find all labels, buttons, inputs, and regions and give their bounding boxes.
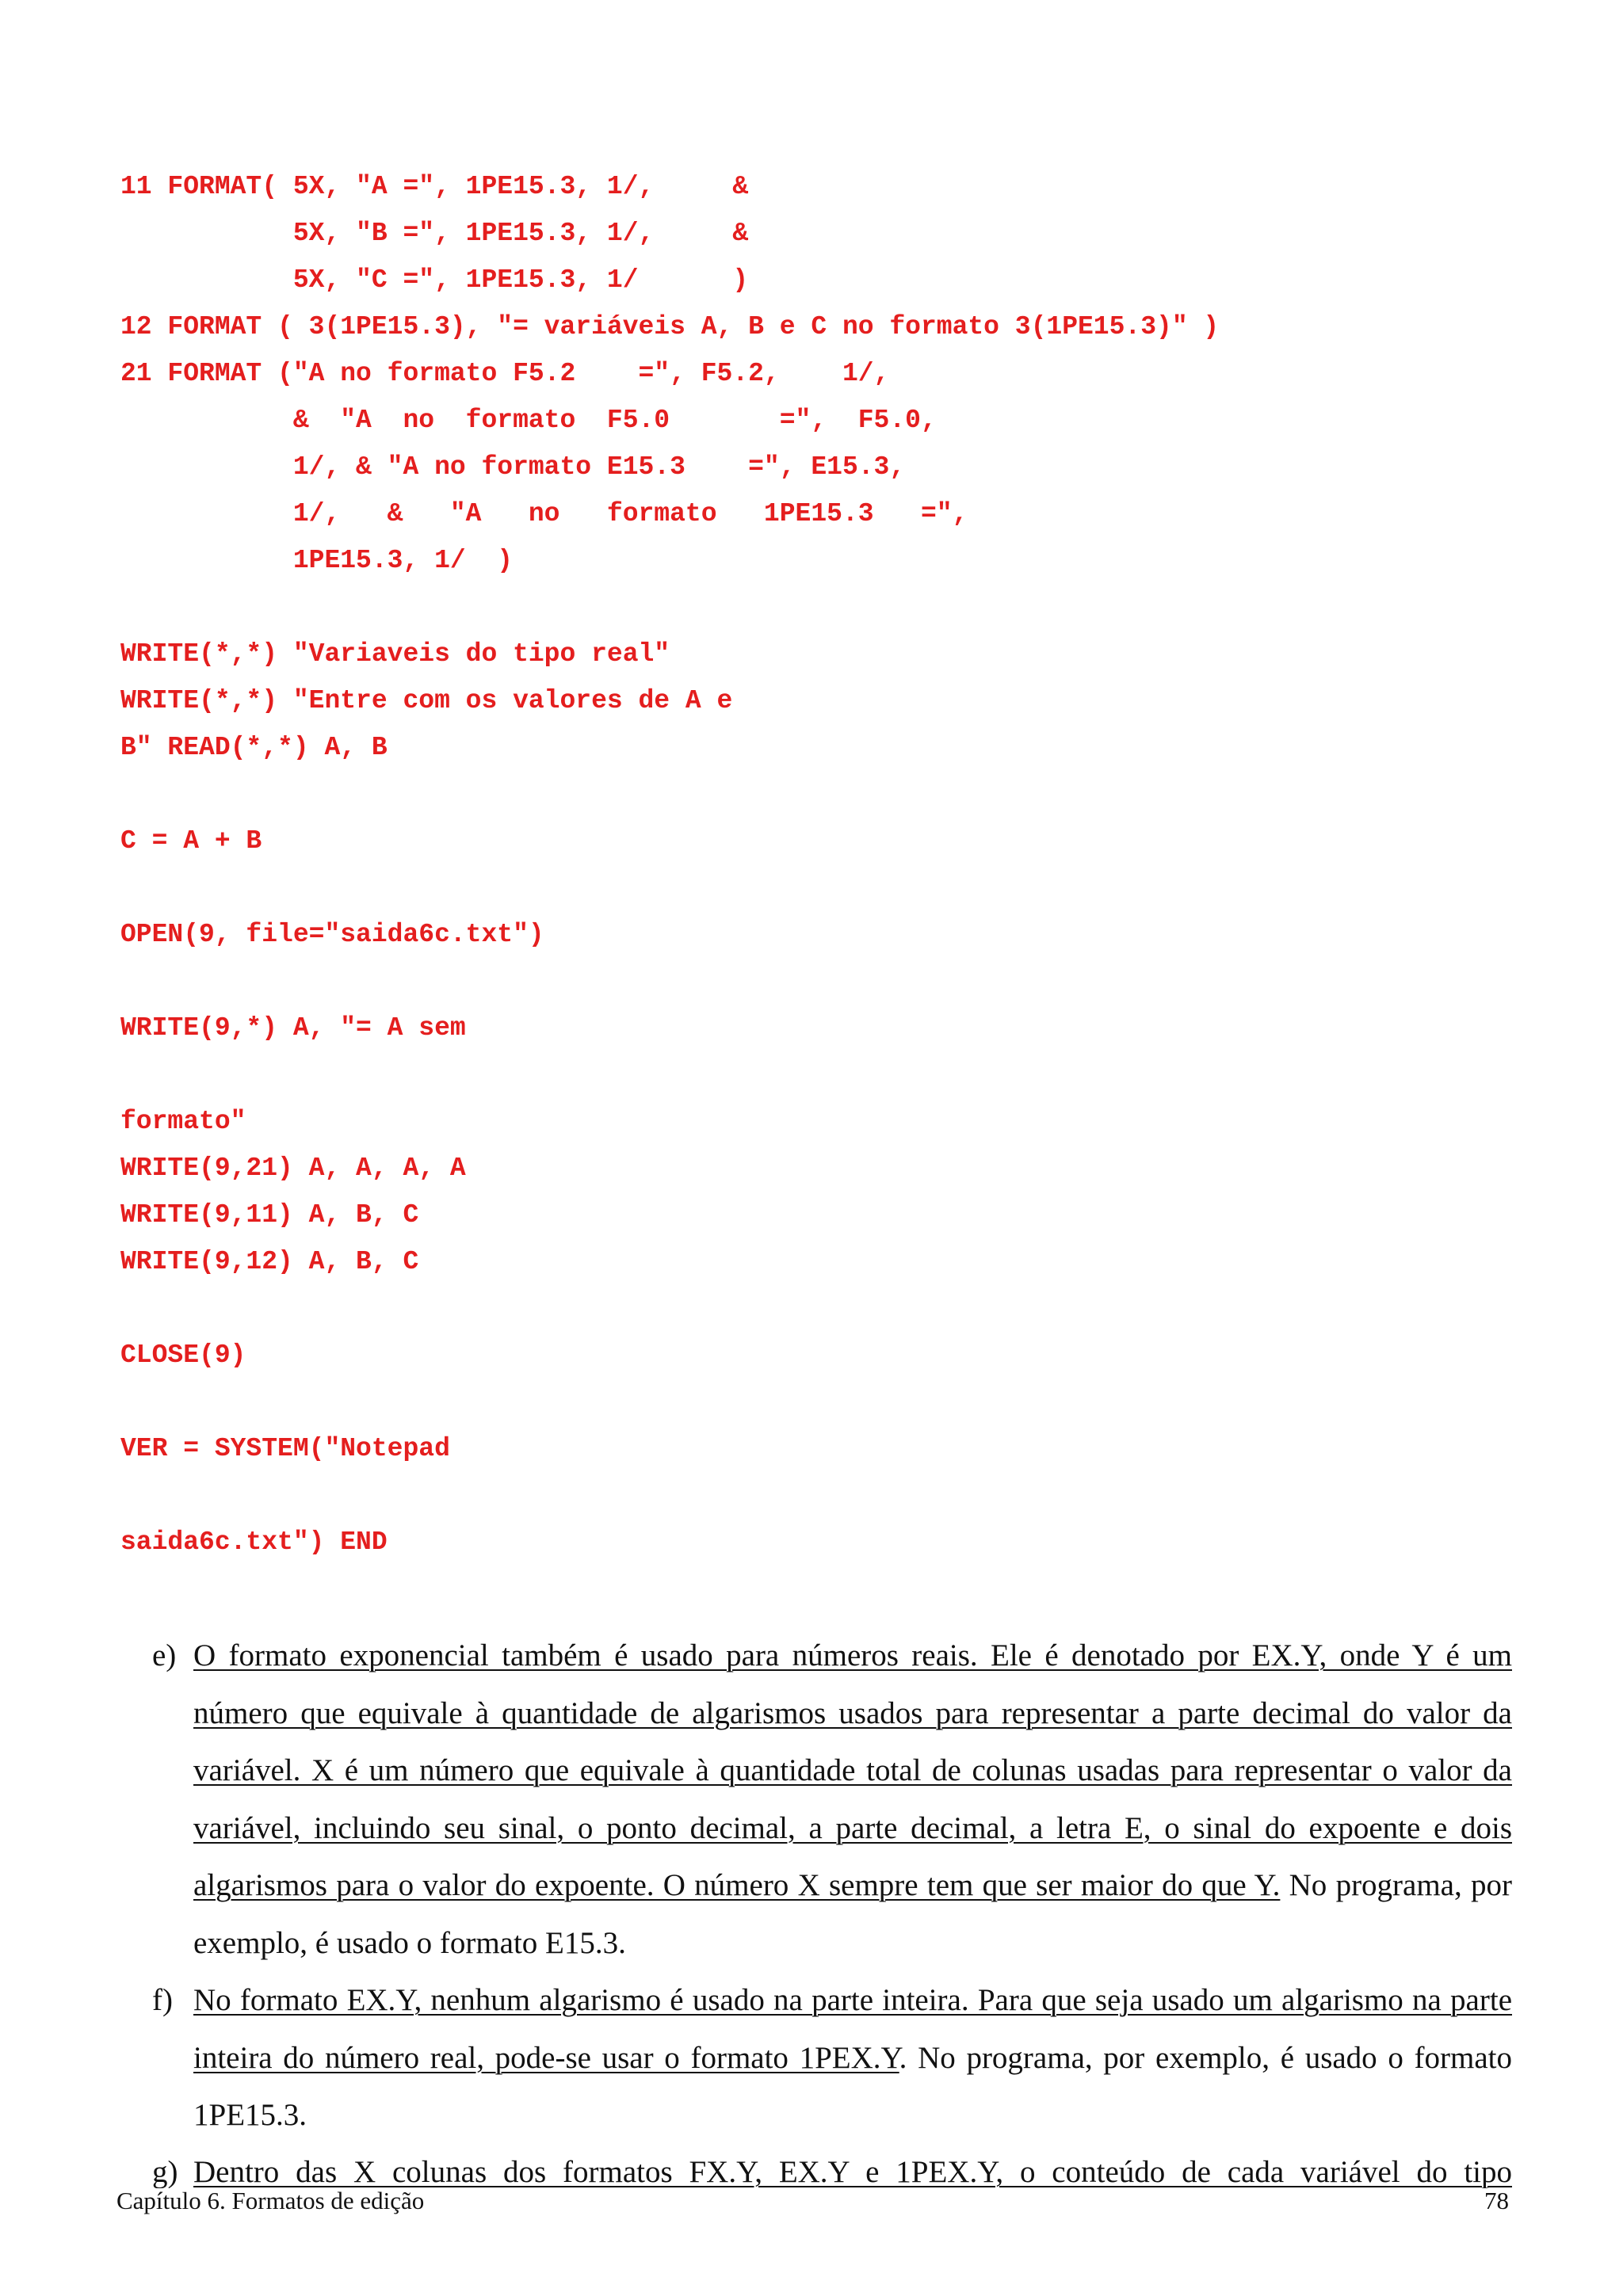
list-marker: f) [152,1983,173,2017]
code-line: WRITE(9,12) A, B, C [120,1247,419,1276]
code-line: 1/, & "A no formato 1PE15.3 =", [120,499,968,528]
footer-page-number: 78 [1484,2187,1509,2214]
underlined-text: No formato EX.Y, nenhum algarismo é usado na parte inteira. Para que seja usado um algarismo na parte inteira do número real, pode-se usar o formato 1PEX.Y [193,1983,1512,2075]
code-line: saida6c.txt") END [120,1527,388,1557]
code-line: 11 FORMAT( 5X, "A =", 1PE15.3, 1/, & [120,172,749,201]
footer-chapter-title: Capítulo 6. Formatos de edição [116,2187,425,2214]
code-line: OPEN(9, file="saida6c.txt") [120,920,544,949]
code-line: 1/, & "A no formato E15.3 =", E15.3, [120,452,906,482]
code-line: 12 FORMAT ( 3(1PE15.3), "= variáveis A, B e C no formato 3(1PE15.3)" ) [120,312,1220,341]
code-line: & "A no formato F5.0 =", F5.0, [120,406,937,435]
list-item-text [193,1972,1512,2145]
code-line: CLOSE(9) [120,1341,246,1370]
code-line: WRITE(9,11) A, B, C [120,1200,419,1230]
list-item-text [193,1627,1512,1972]
list-item-g [152,2144,1512,2188]
code-line: WRITE(*,*) "Entre com os valores de A e [120,686,733,715]
list-marker: g) [152,2155,178,2188]
underlined-text: O formato exponencial também é usado para números reais. Ele é denotado por EX.Y, onde Y é um número que equivale à quantidade de algarismos usados para representar a parte decimal do valor da variável. X é um número que equivale à quantidade total de colunas usadas para representar o valor da variável, incluindo seu sinal, o ponto decimal, a parte decimal, a letra E, o sinal do expoente e dois algarismos para o valor do expoente. O número X sempre tem que ser maior do que Y. [193,1638,1512,1902]
code-line: WRITE(9,*) A, "= A sem [120,1013,466,1043]
list-item-text [193,2144,1512,2188]
code-line: 21 FORMAT ("A no formato F5.2 =", F5.2, 1/, [120,359,890,388]
code-line: WRITE(9,21) A, A, A, A [120,1154,466,1183]
list-marker: e) [152,1638,177,1672]
code-line: WRITE(*,*) "Variaveis do tipo real" [120,639,670,669]
code-line: 5X, "C =", 1PE15.3, 1/ ) [120,265,749,295]
code-line: B" READ(*,*) A, B [120,733,388,762]
list-item-f [152,1972,1512,2145]
code-line: formato" [120,1107,246,1136]
list-item-e [152,1627,1512,1972]
plain-text: . No programa, por exemplo, é usado o formato 1PE15.3. [193,2040,1512,2132]
plain-text: No programa, por exemplo, é usado o formato E15.3. [193,1868,1512,1960]
code-line: C = A + B [120,826,262,856]
underlined-text: Dentro das X colunas dos formatos FX.Y, EX.Y e 1PEX.Y, o conteúdo de cada variável do tipo [193,2155,1512,2188]
code-line: VER = SYSTEM("Notepad [120,1434,450,1463]
code-line: 1PE15.3, 1/ ) [120,546,514,575]
code-line: 5X, "B =", 1PE15.3, 1/, & [120,219,749,248]
